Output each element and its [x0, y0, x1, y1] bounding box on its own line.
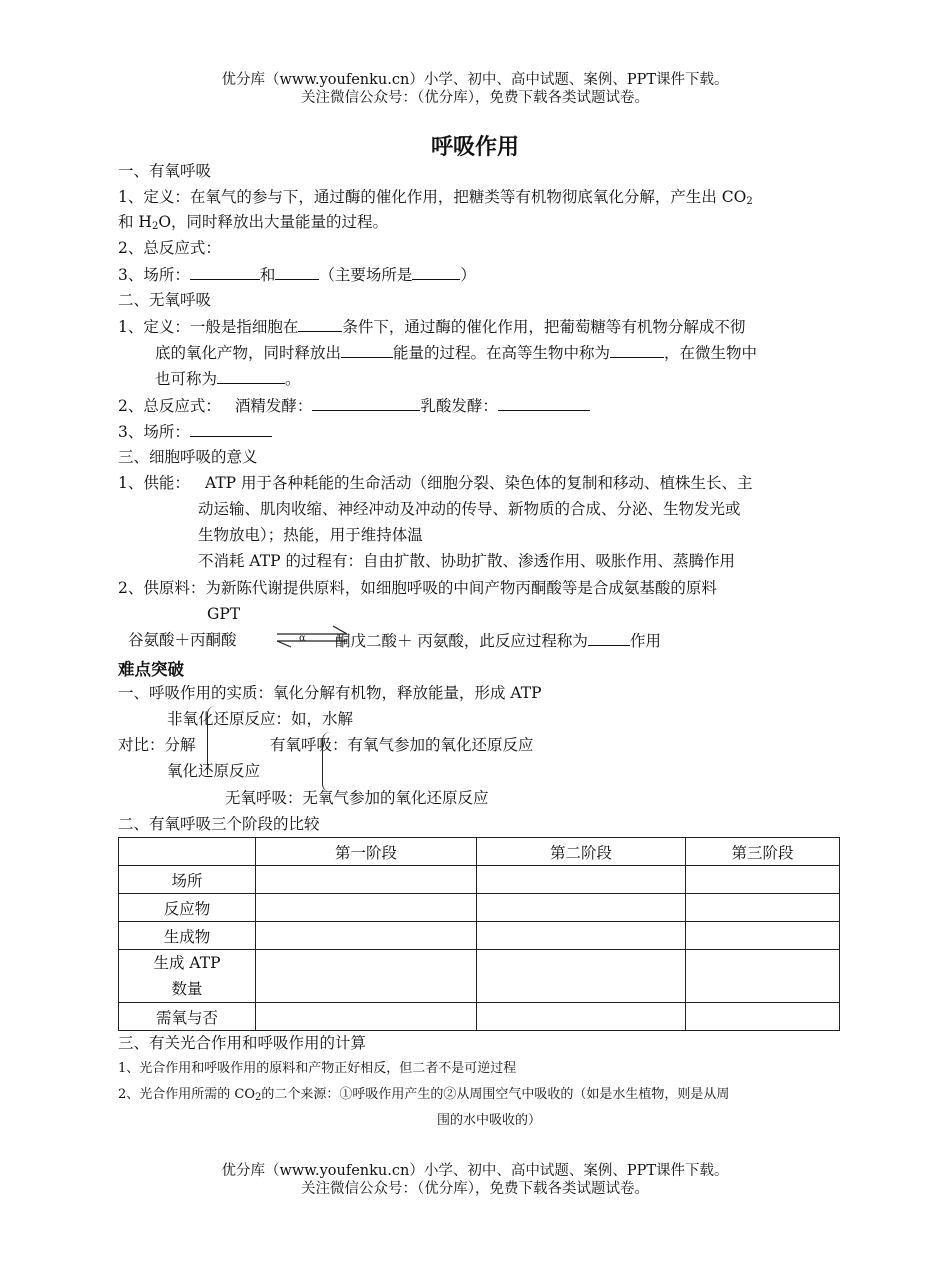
table-row: [119, 922, 840, 950]
no-atp-processes: 不消耗 ATP 的过程有：自由扩散、协助扩散、渗透作用、吸胀作用、蒸腾作用: [198, 552, 735, 570]
table-cell[interactable]: [477, 922, 686, 950]
table-row: [119, 866, 840, 894]
calculation-point-1: 1、光合作用和呼吸作用的原料和产物正好相反，但二者不是可逆过程: [118, 1061, 517, 1076]
table-row: [119, 894, 840, 922]
table-header-cell: [119, 838, 256, 866]
reaction-right: 酮戊二酸＋ 丙氨酸，此反应过程称为 作用: [335, 632, 661, 650]
stage-comparison-table: [118, 837, 840, 1031]
energy-supply-line-2: 动运输、肌肉收缩、神经冲动及冲动的传导、新物质的合成、分泌、生物发光或: [198, 500, 741, 518]
table-header-cell: 第三阶段: [686, 838, 840, 866]
table-cell[interactable]: [686, 894, 840, 922]
table-cell[interactable]: [686, 1003, 840, 1031]
table-cell[interactable]: [256, 950, 477, 1003]
compare-label: 对比：分解: [118, 736, 196, 754]
raw-material-supply: 2、供原料：为新陈代谢提供原料，如细胞呼吸的中间产物丙酮酸等是合成氨基酸的原料: [118, 579, 717, 597]
table-cell[interactable]: [256, 894, 477, 922]
footer-line-2: 关注微信公众号：（优分库），免费下载各类试题试卷。: [301, 1181, 649, 1197]
respiration-essence: 一、呼吸作用的实质：氧化分解有机物，释放能量，形成 ATP: [118, 684, 542, 702]
table-cell[interactable]: [477, 950, 686, 1003]
section-aerobic-heading: 一、有氧呼吸: [118, 162, 212, 180]
header-line-1: 优分库（www.youfenku.cn）小学、初中、高中试题、案例、PPT课件下载。: [221, 72, 729, 88]
section-anaerobic-heading: 二、无氧呼吸: [118, 291, 212, 309]
reaction-left: 谷氨酸＋丙酮酸: [128, 631, 237, 649]
row-label: 场所: [119, 866, 256, 894]
anaerobic-definition-cont: 底的氧化产物，同时释放出 能量的过程。在高等生物中称为 ，在微生物中: [155, 344, 758, 362]
left-brace-icon-2: [322, 732, 331, 792]
calculation-point-2-cont: 围的水中吸收的）: [437, 1113, 542, 1128]
table-header-row: [119, 838, 840, 866]
table-row: [119, 1003, 840, 1031]
energy-supply-line-3: 生物放电）；热能，用于维持体温: [198, 526, 423, 544]
stage-comparison-heading: 二、有氧呼吸三个阶段的比较: [118, 815, 320, 833]
table-header-cell: 第一阶段: [256, 838, 477, 866]
compare-anaerobic: 无氧呼吸：无氧气参加的氧化还原反应: [225, 789, 489, 807]
aerobic-location: 3、场所： 和 （主要场所是 ）: [118, 266, 476, 284]
row-label: 反应物: [119, 894, 256, 922]
energy-supply-line-1: ATP 用于各种耗能的生命活动（细胞分裂、染色体的复制和移动、植株生长、主: [205, 474, 753, 492]
anaerobic-definition-end: 也可称为 。: [155, 370, 301, 388]
aerobic-definition: 1、定义：在氧气的参与下，通过酶的催化作用，把糖类等有机物彻底氧化分解，产生出 $CO_2$: [118, 188, 753, 207]
anaerobic-definition: 1、定义：一般是指细胞在 条件下，通过酶的催化作用，把葡萄糖等有机物分解成不彻: [118, 318, 746, 336]
table-cell[interactable]: [686, 950, 840, 1003]
section-significance-heading: 三、细胞呼吸的意义: [118, 448, 258, 466]
compare-non-redox: 非氧化还原反应：如，水解: [167, 710, 354, 728]
row-label: 生成 ATP 数量: [119, 950, 256, 1003]
footer-line-1: 优分库（www.youfenku.cn）小学、初中、高中试题、案例、PPT课件下载。: [221, 1163, 729, 1179]
aerobic-equation: 2、总反应式：: [118, 239, 221, 257]
compare-aerobic: 有氧呼吸：有氧气参加的氧化还原反应: [270, 736, 534, 754]
anaerobic-location: 3、场所：: [118, 421, 272, 442]
table-cell[interactable]: [477, 1003, 686, 1031]
table-cell[interactable]: [256, 922, 477, 950]
table-cell[interactable]: [256, 866, 477, 894]
header-line-2: 关注微信公众号：（优分库），免费下载各类试题试卷。: [301, 90, 649, 106]
row-label: 生成物: [119, 922, 256, 950]
table-cell[interactable]: [686, 866, 840, 894]
page-title: 呼吸作用: [430, 135, 519, 160]
anaerobic-equation: 2、总反应式： 酒精发酵： 乳酸发酵：: [118, 395, 590, 416]
compare-redox: 氧化还原反应: [167, 762, 261, 780]
calculation-heading: 三、有关光合作用和呼吸作用的计算: [118, 1034, 367, 1052]
gpt-label: GPT: [207, 605, 241, 623]
table-cell[interactable]: [256, 1003, 477, 1031]
table-row: [119, 950, 840, 1003]
row-label: 需氧与否: [119, 1003, 256, 1031]
energy-supply-label: 1、供能：: [118, 474, 190, 492]
aerobic-definition-cont: 和 $H_2O$，同时释放出大量能量的过程。: [118, 213, 389, 232]
table-cell[interactable]: [477, 894, 686, 922]
table-header-cell: 第二阶段: [477, 838, 686, 866]
table-cell[interactable]: [477, 866, 686, 894]
difficulties-heading: 难点突破: [118, 660, 184, 679]
svg-text:α: α: [299, 633, 306, 644]
calculation-point-2: 2、光合作用所需的 $CO_2$的二个来源：①呼吸作用产生的②从周围空气中吸收的（如是水生植物，则是从周: [118, 1087, 730, 1103]
table-cell[interactable]: [686, 922, 840, 950]
